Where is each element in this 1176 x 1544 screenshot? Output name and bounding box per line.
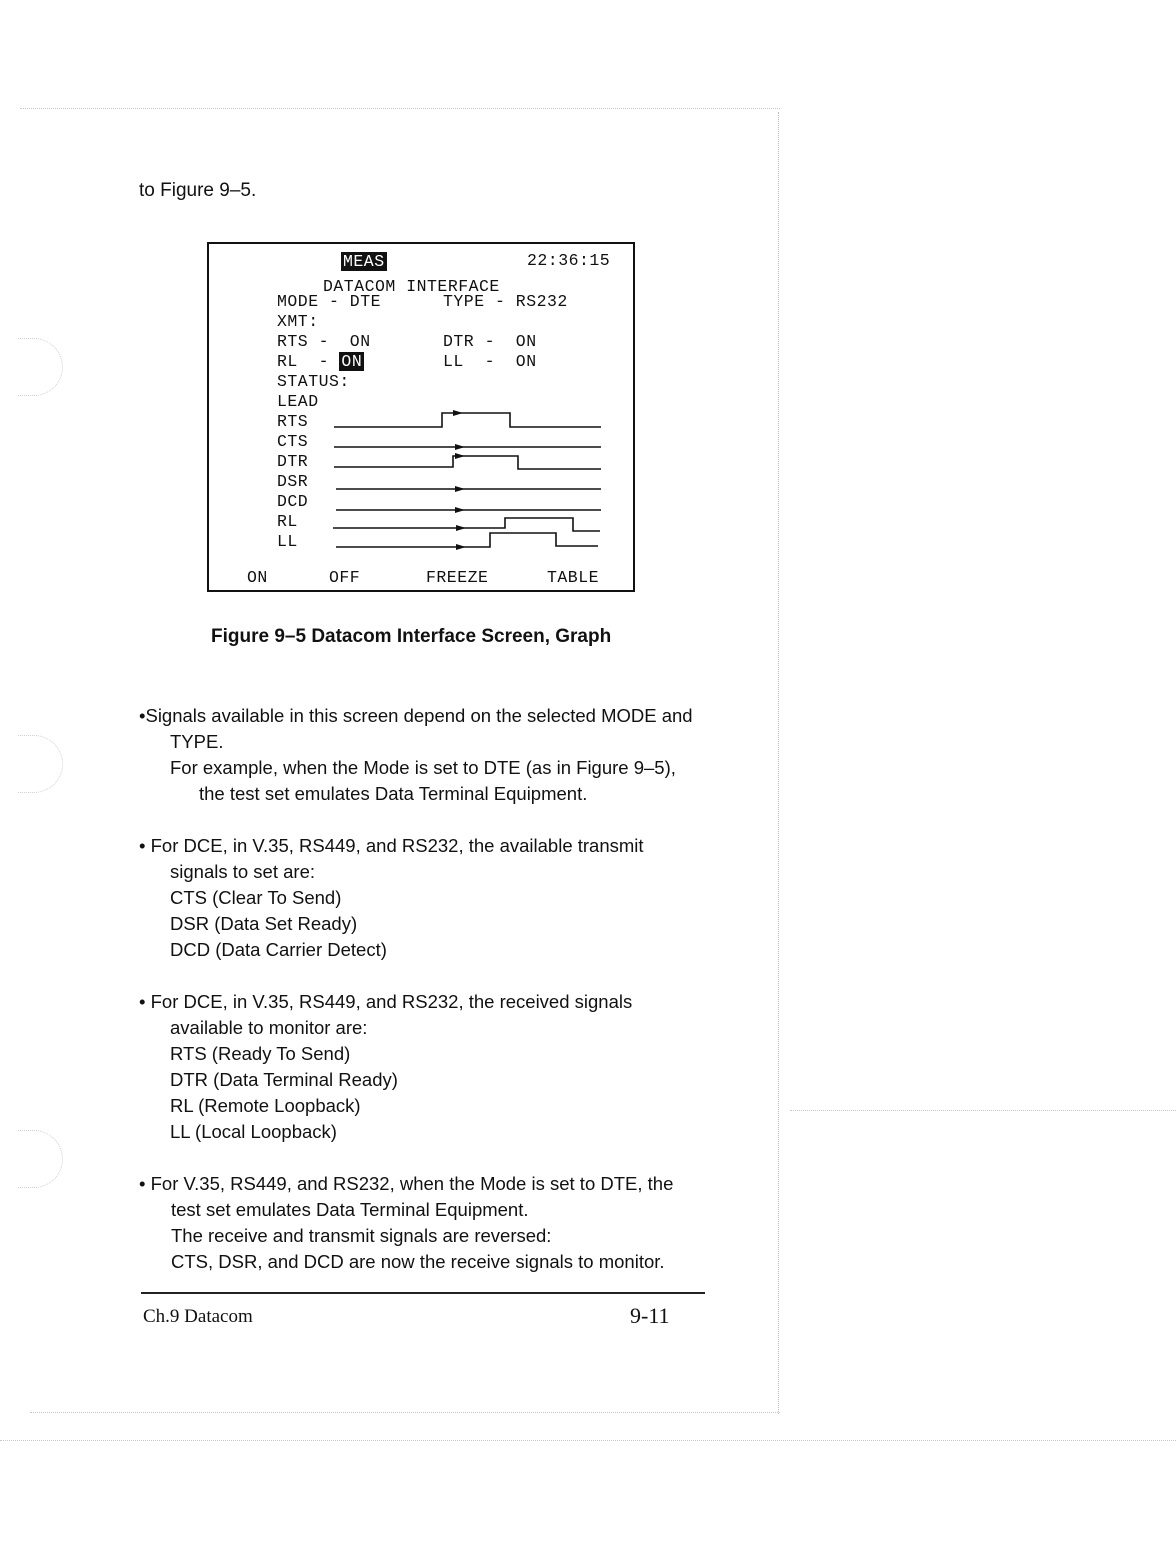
- waveform-dtr: [334, 456, 601, 469]
- paragraph-line: • For DCE, in V.35, RS449, and RS232, the available transmit: [139, 835, 644, 856]
- footer-page-number: 9-11: [630, 1303, 670, 1328]
- waveform-ll: [336, 533, 598, 547]
- lead-name-dcd: DCD: [277, 492, 309, 511]
- paragraph-line: the test set emulates Data Terminal Equipment.: [199, 783, 588, 804]
- paragraph-line: CTS, DSR, and DCD are now the receive signals to monitor.: [171, 1251, 665, 1272]
- lead-name-rl: RL: [277, 512, 298, 531]
- waveform-rts: [334, 413, 601, 427]
- paragraph-signals-available: [139, 703, 693, 807]
- scan-edge-right: [778, 112, 779, 1414]
- paragraph-line: available to monitor are:: [170, 1017, 368, 1038]
- rl-label: RL -: [277, 352, 340, 371]
- paragraph-line: CTS (Clear To Send): [170, 887, 342, 908]
- arrow-rl: [456, 525, 466, 531]
- paragraph-dce-receive: [139, 989, 632, 1145]
- paragraph-line: TYPE.: [170, 731, 224, 752]
- figure-caption: Figure 9–5 Datacom Interface Screen, Graph: [211, 626, 612, 647]
- paragraph-line: •Signals available in this screen depend on the selected MODE and: [139, 705, 693, 726]
- lead-name-cts: CTS: [277, 432, 309, 451]
- paragraph-line: DSR (Data Set Ready): [170, 913, 358, 934]
- scan-edge-top: [20, 108, 780, 109]
- paragraph-dte-mode: [139, 1171, 673, 1275]
- scan-edge-lower: [0, 1440, 1176, 1441]
- arrow-ll: [456, 544, 466, 550]
- arrow-dsr: [455, 486, 465, 492]
- arrow-dcd: [455, 507, 465, 513]
- arrow-dtr: [455, 453, 465, 459]
- arrow-cts: [455, 444, 465, 450]
- clock: 22:36:15: [527, 251, 611, 270]
- footer-rule: [141, 1292, 705, 1294]
- paragraph-line: DCD (Data Carrier Detect): [170, 939, 387, 960]
- paragraph-line: RTS (Ready To Send): [170, 1043, 351, 1064]
- paragraph-line: The receive and transmit signals are reversed:: [171, 1225, 552, 1246]
- ll-setting: LL - ON: [443, 352, 537, 371]
- dtr-setting: DTR - ON: [443, 332, 537, 351]
- status-label: STATUS:: [277, 372, 350, 391]
- paragraph-line: LL (Local Loopback): [170, 1121, 337, 1142]
- mode-line: MODE - DTE: [277, 292, 382, 311]
- punch-hole-1: [18, 338, 63, 396]
- rts-setting: RTS - ON: [277, 332, 371, 351]
- softkey-table[interactable]: TABLE: [547, 568, 600, 587]
- meas-label-text: MEAS: [343, 252, 385, 271]
- xmt-label: XMT:: [277, 312, 319, 331]
- lead-label: LEAD: [277, 392, 319, 411]
- softkey-off[interactable]: OFF: [329, 568, 361, 587]
- punch-hole-3: [18, 1130, 63, 1188]
- paragraph-line: signals to set are:: [170, 861, 315, 882]
- intro-text: to Figure 9–5.: [139, 180, 257, 201]
- lead-name-rts: RTS: [277, 412, 309, 431]
- paragraph-line: test set emulates Data Terminal Equipment.: [171, 1199, 529, 1220]
- lead-name-dtr: DTR: [277, 452, 309, 471]
- type-line: TYPE - RS232: [443, 292, 568, 311]
- arrow-rts: [453, 410, 463, 416]
- softkey-on[interactable]: ON: [247, 568, 268, 587]
- paragraph-line: • For V.35, RS449, and RS232, when the Mode is set to DTE, the: [139, 1173, 674, 1194]
- paragraph-line: For example, when the Mode is set to DTE (as in Figure 9–5),: [170, 757, 676, 778]
- lead-waveforms: [207, 242, 635, 592]
- waveform-rl: [333, 518, 600, 531]
- paragraph-line: • For DCE, in V.35, RS449, and RS232, the received signals: [139, 991, 633, 1012]
- paragraph-dce-transmit: [139, 833, 644, 963]
- lead-name-dsr: DSR: [277, 472, 309, 491]
- paragraph-line: RL (Remote Loopback): [170, 1095, 361, 1116]
- scan-edge-mid-right: [790, 1110, 1176, 1111]
- footer-chapter: Ch.9 Datacom: [143, 1306, 253, 1327]
- scan-edge-bottom: [30, 1412, 780, 1413]
- rl-value: ON: [341, 352, 363, 371]
- screen-title: DATACOM INTERFACE: [323, 277, 500, 296]
- lead-name-ll: LL: [277, 532, 298, 551]
- datacom-interface-screen: [207, 242, 635, 592]
- paragraph-line: DTR (Data Terminal Ready): [170, 1069, 398, 1090]
- punch-hole-2: [18, 735, 63, 793]
- softkey-freeze[interactable]: FREEZE: [426, 568, 489, 587]
